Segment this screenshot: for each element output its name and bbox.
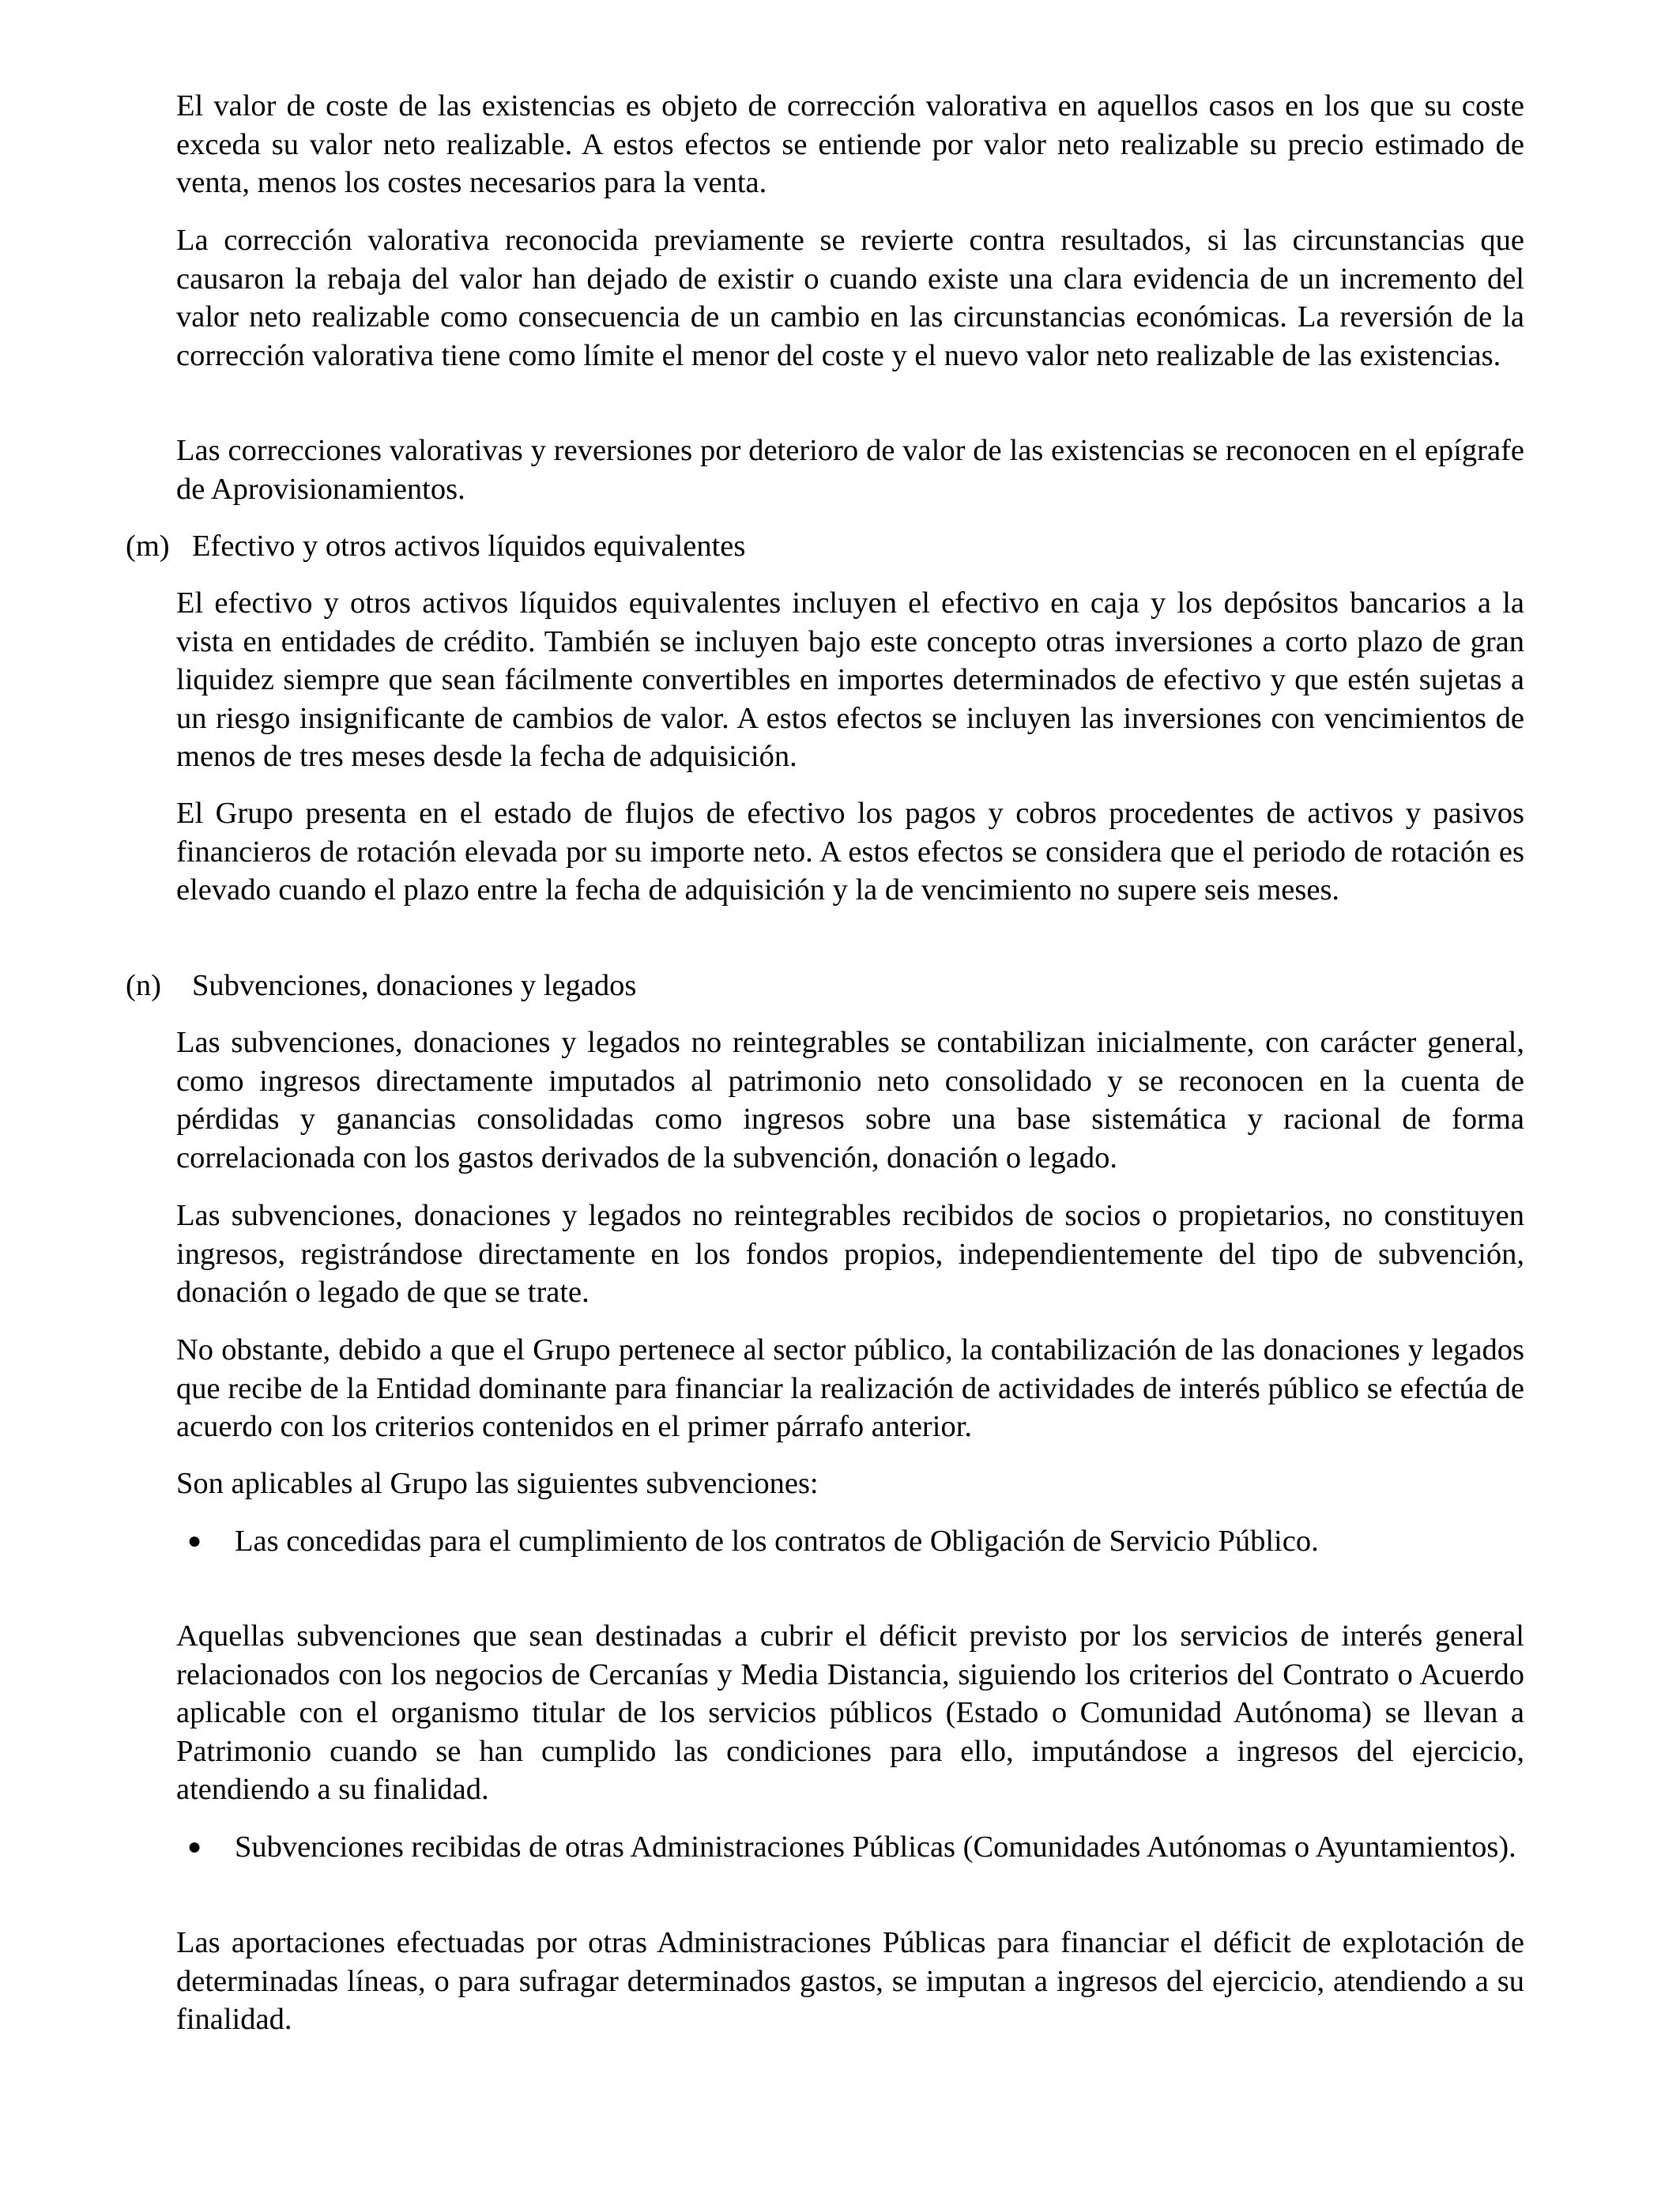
paragraph-aquellas-subvenciones: Aquellas subvenciones que sean destinadas a cubrir el déficit previsto por los servicios de interés general relacionados con los negocios de Cercanías y Media Distancia, siguiendo los criterios del Contrato o Acuerdo aplicable con el organismo titular de los servicios públicos (Estado o Comunidad Autónoma) se llevan a Patrimonio cuando se han cumplido las condiciones para ello, imputándose a ingresos del ejercicio, atendiendo a su finalidad. xyxy=(176,1619,1524,1806)
paragraph-flujos-efectivo: El Grupo presenta en el estado de flujos de efectivo los pagos y cobros procedentes de activos y pasivos financieros de rotación elevada por su importe neto. A estos efectos se considera que el periodo de rotación es elevado cuando el plazo entre la fecha de adquisición y la de vencimiento no supere seis meses. xyxy=(176,797,1524,907)
paragraph-subvenciones-no-reintegrables: Las subvenciones, donaciones y legados no reintegrables se contabilizan inicialmente, con carácter general, como ingresos directamente imputados al patrimonio neto consolidado y se reconocen en la cuenta de pérdidas y ganancias consolidadas como ingresos sobre una base sistemática y racional de forma correlacionada con los gastos derivados de la subvención, donación o legado. xyxy=(176,1026,1524,1174)
section-title: Efectivo y otros activos líquidos equivalentes xyxy=(192,530,746,563)
paragraph-efectivo: El efectivo y otros activos líquidos equivalentes incluyen el efectivo en caja y los depósitos bancarios a la vista en entidades de crédito. También se incluyen bajo este concepto otras inversiones a corto plazo de gran liquidez siempre que sean fácilmente convertibles en importes determinados de efectivo y que estén sujetas a un riesgo insignificante de cambios de valor. A estos efectos se incluyen las inversiones con vencimientos de menos de tres meses desde la fecha de adquisición. xyxy=(176,586,1524,773)
bullet-text: Las concedidas para el cumplimiento de los contratos de Obligación de Servicio Público. xyxy=(235,1525,1319,1558)
section-heading-n xyxy=(126,967,636,1005)
bullet-item-administraciones xyxy=(176,1828,1524,1867)
section-heading-m xyxy=(126,527,745,566)
paragraph-correccion-valorativa: La corrección valorativa reconocida previamente se revierte contra resultados, si las circunstancias que causaron la rebaja del valor han dejado de existir o cuando existe una clara evidencia de un incremento del valor neto realizable como consecuencia de un cambio en las circunstancias económicas. La reversión de la corrección valorativa tiene como límite el menor del coste y el nuevo valor neto realizable de las existencias. xyxy=(176,224,1524,372)
paragraph-correcciones-reversiones: Las correcciones valorativas y reversiones por deterioro de valor de las existencias se reconocen en el epígrafe de Aprovisionamientos. xyxy=(176,434,1524,506)
section-title: Subvenciones, donaciones y legados xyxy=(192,969,637,1002)
bullet-item-obligacion-servicio xyxy=(176,1522,1524,1561)
bullet-text: Subvenciones recibidas de otras Administraciones Públicas (Comunidades Autónomas o Ayuntamientos). xyxy=(235,1830,1516,1864)
paragraph-subvenciones-socios: Las subvenciones, donaciones y legados no reintegrables recibidos de socios o propietarios, no constituyen ingresos, registrándose directamente en los fondos propios, independientemente del tipo de subvención, donación o legado de que se trate. xyxy=(176,1199,1524,1309)
paragraph-son-aplicables: Son aplicables al Grupo las siguientes subvenciones: xyxy=(176,1467,819,1500)
paragraph-aportaciones: Las aportaciones efectuadas por otras Administraciones Públicas para financiar el déficit de explotación de determinadas líneas, o para sufragar determinados gastos, se imputan a ingresos del ejercicio, atendiendo a su finalidad. xyxy=(176,1926,1524,2036)
section-marker: (n) xyxy=(126,969,161,1002)
paragraph-no-obstante: No obstante, debido a que el Grupo pertenece al sector público, la contabilización de las donaciones y legados que recibe de la Entidad dominante para financiar la realización de actividades de interés público se efectúa de acuerdo con los criterios contenidos en el primer párrafo anterior. xyxy=(176,1333,1524,1443)
paragraph-valor-coste: El valor de coste de las existencias es objeto de corrección valorativa en aquellos casos en los que su coste exceda su valor neto realizable. A estos efectos se entiende por valor neto realizable su precio estimado de venta, menos los costes necesarios para la venta. xyxy=(176,89,1524,199)
bullet-icon: ● xyxy=(187,1834,202,1860)
section-marker: (m) xyxy=(126,530,170,563)
bullet-icon: ● xyxy=(187,1528,202,1554)
